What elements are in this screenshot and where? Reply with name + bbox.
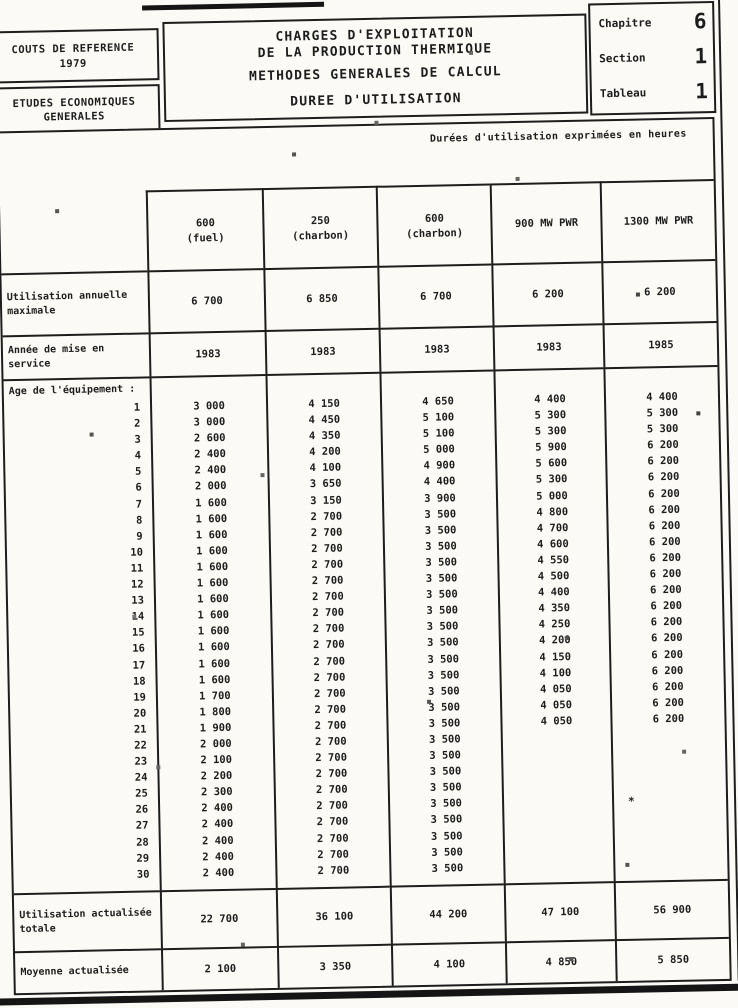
age-value: 2 700 [316, 815, 349, 829]
row-label-line: Moyenne actualisée [20, 964, 129, 979]
age-value: 1 600 [196, 560, 229, 574]
row-label-max-annual [1, 270, 148, 335]
age-value: 2 400 [202, 850, 235, 864]
age-value [615, 855, 727, 873]
age-value: 4 450 [308, 413, 341, 427]
age-column-600-fuel [149, 374, 275, 890]
age-value: 6 200 [649, 551, 682, 565]
age-number: 18 [132, 675, 146, 688]
age-value: 2 700 [314, 719, 347, 733]
age-value: 2 700 [310, 510, 343, 523]
age-value: 3 500 [425, 572, 458, 585]
age-value: 2 300 [200, 786, 233, 799]
age-value: 1 600 [195, 496, 227, 510]
age-number: 13 [131, 594, 145, 607]
age-value: 3 500 [429, 749, 462, 762]
age-value: 6 200 [648, 487, 680, 500]
age-column-1300-pwr [603, 365, 727, 881]
meta-row-chapitre [598, 11, 706, 33]
footnote-asterisk: * [627, 794, 635, 808]
age-value: 4 400 [423, 475, 456, 489]
row-label-line: maximale [7, 305, 56, 318]
page-subtitle: METHODES GENERALES DE CALCUL [248, 63, 502, 84]
mean-actualized-value: 4 850 [505, 939, 616, 983]
age-value-list [605, 367, 727, 873]
age-value: 6 200 [648, 535, 681, 549]
age-value: 3 500 [427, 668, 460, 682]
age-value: 6 200 [649, 567, 682, 581]
age-number: 19 [133, 691, 147, 704]
meta-row-section [599, 46, 707, 68]
page-title-line1: CHARGES D'EXPLOITATION [275, 25, 475, 45]
age-value: 2 700 [311, 558, 344, 572]
age-value: 4 650 [422, 395, 454, 408]
age-value: 4 350 [538, 602, 571, 615]
meta-row-tableau [600, 81, 708, 103]
col-header-line: 900 MW PWR [514, 216, 579, 231]
age-value: 1 600 [195, 512, 228, 526]
col-header-line: (fuel) [186, 231, 225, 245]
age-value: 1 600 [197, 609, 230, 622]
age-value: 3 000 [193, 415, 226, 429]
reference-box [0, 28, 160, 83]
section-label: Section [599, 50, 646, 65]
age-number: 29 [136, 852, 150, 865]
age-value: 2 700 [315, 751, 348, 765]
age-number: 30 [136, 868, 150, 881]
age-number: 12 [130, 578, 144, 591]
title-box [162, 14, 588, 122]
page-section-title: DUREE D'UTILISATION [290, 90, 462, 109]
age-value: 2 700 [312, 590, 344, 604]
age-value: 2 700 [317, 848, 350, 861]
age-value: 3 650 [309, 478, 342, 491]
tableau-value: 1 [694, 79, 709, 104]
age-value: 6 200 [651, 664, 684, 677]
col-header-line: 1300 MW PWR [623, 214, 694, 228]
age-value-list [495, 369, 613, 875]
age-value: 4 100 [539, 666, 572, 680]
units-note: Durées d'utilisation exprimées en heures [429, 128, 687, 145]
age-value: 4 350 [308, 429, 341, 443]
age-value: 4 100 [309, 461, 342, 475]
mean-actualized-value: 5 850 [615, 937, 730, 981]
col-header-line: 600 [424, 211, 444, 225]
age-value: 5 100 [422, 411, 455, 425]
age-value: 2 700 [312, 638, 345, 652]
age-value: 6 200 [649, 583, 682, 597]
age-number: 21 [133, 723, 147, 736]
age-value: 3 500 [427, 652, 460, 666]
age-value: 4 500 [537, 570, 570, 583]
col-header-900-pwr [490, 181, 602, 263]
age-value: 3 500 [428, 717, 461, 730]
age-value-list [267, 374, 389, 880]
age-value: 5 300 [535, 473, 568, 487]
scan-streak [142, 2, 324, 11]
age-value: 6 200 [647, 455, 680, 468]
age-value: 2 700 [312, 606, 345, 620]
age-value: 2 700 [314, 703, 347, 716]
age-value: 3 500 [425, 588, 458, 601]
page-title-line2: DE LA PRODUCTION THERMIQUE [257, 40, 493, 61]
age-value: 1 600 [198, 673, 231, 687]
age-value-list [152, 376, 276, 882]
age-value: 1 600 [196, 576, 229, 590]
age-value: 1 700 [198, 689, 231, 703]
col-header-line: (charbon) [292, 228, 350, 242]
age-number: 10 [130, 546, 144, 559]
age-value: 2 000 [194, 480, 227, 493]
age-value: 3 500 [424, 507, 457, 521]
age-value: 5 000 [536, 489, 568, 503]
service-year-value: 1983 [493, 323, 604, 369]
age-value: 4 150 [539, 650, 572, 664]
age-value: 3 500 [426, 636, 459, 650]
age-value: 6 200 [652, 712, 685, 726]
age-number: 11 [130, 562, 144, 575]
col-header-line: 600 [195, 216, 216, 229]
age-value: 2 700 [315, 767, 348, 781]
age-value: 5 300 [534, 425, 567, 438]
age-value: 3 500 [430, 829, 463, 843]
age-value: 3 500 [425, 556, 458, 569]
age-number: 26 [135, 803, 149, 817]
age-value: 4 050 [540, 714, 573, 728]
age-value: 2 700 [311, 542, 343, 556]
age-value: 3 500 [427, 684, 460, 698]
age-value: 4 600 [536, 537, 569, 551]
total-actualized-value: 44 200 [390, 883, 505, 943]
max-annual-value: 6 200 [491, 261, 602, 325]
row-label-line: totale [19, 923, 56, 936]
service-year-value: 1983 [265, 328, 380, 374]
age-value: 6 200 [651, 648, 684, 661]
mean-actualized-value: 4 100 [391, 941, 506, 985]
age-number: 23 [134, 755, 148, 768]
col-header-line: (charbon) [406, 226, 464, 240]
age-number: 3 [134, 433, 141, 446]
age-value: 6 200 [650, 599, 683, 613]
age-value: 1 900 [199, 721, 232, 735]
age-value: 3 500 [429, 765, 462, 778]
age-value: 3 000 [193, 399, 225, 413]
age-value: 4 250 [538, 618, 571, 631]
service-year-value: 1983 [379, 325, 494, 371]
row-label-total-actualized [14, 890, 161, 951]
max-annual-value: 6 200 [601, 259, 716, 323]
age-value: 1 600 [197, 592, 229, 606]
age-value: 4 050 [539, 682, 572, 696]
service-year-value: 1985 [603, 321, 718, 367]
reference-title: COUTS DE REFERENCE [11, 41, 135, 56]
age-number: 5 [134, 465, 142, 479]
row-label-mean-actualized [15, 948, 162, 993]
utilisation-table-region [0, 117, 732, 995]
age-value: 6 200 [650, 632, 683, 645]
age-value: 4 400 [646, 390, 678, 404]
tableau-label: Tableau [599, 85, 647, 100]
age-value: 4 200 [538, 634, 571, 648]
age-value: 4 900 [423, 459, 456, 473]
age-number: 2 [133, 417, 141, 430]
age-value: 3 500 [428, 700, 461, 714]
age-value: 4 400 [537, 586, 570, 599]
age-value: 6 200 [648, 519, 681, 533]
age-value [505, 857, 613, 875]
age-value: 3 500 [424, 524, 457, 537]
age-number: 6 [135, 482, 142, 495]
age-number: 20 [133, 707, 147, 720]
age-value: 3 500 [430, 813, 463, 827]
col-header-250-charbon [262, 186, 378, 268]
age-value: 2 700 [313, 687, 346, 700]
row-label-service-year [3, 332, 150, 379]
total-actualized-value: 22 700 [160, 888, 277, 948]
row-label-line: Année de mise en service [7, 343, 105, 371]
age-column-600-charbon [379, 369, 503, 885]
age-value: 3 500 [426, 620, 459, 634]
row-label-line: Utilisation actualisée [19, 907, 152, 922]
age-number: 25 [135, 787, 148, 801]
age-value: 2 000 [199, 737, 232, 751]
age-value: 2 700 [310, 526, 343, 539]
age-value: 2 600 [193, 432, 226, 445]
age-value: 6 200 [647, 439, 679, 452]
age-value: 3 500 [429, 781, 462, 795]
age-value-list [381, 371, 503, 877]
age-value: 5 100 [422, 427, 455, 441]
mean-actualized-value: 3 350 [277, 944, 392, 988]
age-value: 2 700 [313, 671, 346, 684]
age-value: 6 200 [652, 696, 685, 710]
service-year-value: 1983 [149, 330, 266, 376]
age-value: 4 800 [536, 505, 569, 519]
age-value: 5 000 [423, 443, 455, 457]
age-block-heading: Age de l'équipement : [8, 383, 136, 398]
total-actualized-value: 36 100 [276, 886, 391, 946]
age-value: 2 700 [314, 735, 347, 749]
total-actualized-value: 56 900 [614, 879, 729, 939]
age-value: 2 700 [313, 655, 346, 668]
age-number: 8 [135, 514, 143, 527]
col-header-600-charbon [376, 184, 492, 266]
age-value: 1 600 [196, 544, 228, 558]
age-value: 3 150 [310, 494, 342, 507]
age-value: 2 100 [200, 753, 233, 767]
age-value: 4 550 [537, 553, 570, 567]
age-number: 27 [135, 819, 149, 833]
utilisation-table [0, 179, 730, 993]
age-value: 2 700 [312, 622, 345, 636]
age-value: 1 600 [198, 641, 230, 654]
age-number: 22 [134, 739, 148, 752]
age-column-250-charbon [265, 372, 389, 888]
age-value: 4 200 [309, 445, 341, 459]
age-value: 2 700 [315, 783, 348, 797]
age-number: 9 [136, 530, 143, 543]
header-spacer-cell [0, 190, 147, 273]
age-value: 3 500 [426, 604, 459, 618]
total-actualized-value: 47 100 [504, 881, 615, 941]
age-number: 16 [132, 642, 146, 656]
age-number-list [4, 378, 160, 885]
age-value: 6 200 [647, 471, 680, 484]
age-value: 4 400 [534, 393, 566, 406]
age-value: 2 700 [316, 832, 349, 845]
chapitre-value: 6 [693, 9, 707, 34]
age-number: 14 [131, 610, 145, 624]
age-value: 1 600 [195, 528, 228, 542]
age-value: 2 400 [201, 802, 234, 815]
age-value: 5 300 [646, 422, 679, 436]
age-value: 2 400 [201, 834, 234, 847]
age-block-label-cell [4, 376, 160, 893]
col-header-line: 250 [310, 214, 330, 227]
age-value: 1 600 [198, 657, 231, 670]
max-annual-value: 6 850 [263, 266, 378, 330]
age-number: 7 [135, 498, 143, 511]
age-value: 2 400 [194, 464, 227, 477]
age-value: 5 900 [535, 441, 567, 454]
mean-actualized-value: 2 100 [161, 946, 278, 990]
col-header-1300-pwr [600, 179, 716, 261]
age-number: 4 [134, 449, 142, 462]
age-value: 2 200 [200, 769, 233, 783]
department-line1: ETUDES ECONOMIQUES [12, 95, 136, 111]
age-number: 28 [136, 836, 149, 849]
age-number: 1 [133, 401, 141, 414]
section-value: 1 [694, 44, 708, 69]
age-value: 2 700 [311, 574, 344, 588]
age-value: 2 700 [316, 799, 349, 813]
age-value: 3 500 [430, 797, 463, 811]
meta-box [588, 1, 716, 116]
row-label-line: Utilisation annuelle [6, 289, 128, 304]
max-annual-value: 6 700 [147, 268, 264, 332]
age-value: 2 400 [201, 818, 234, 831]
age-value: 2 400 [194, 448, 226, 461]
age-number: 17 [132, 659, 146, 672]
age-number: 15 [131, 626, 145, 640]
reference-year: 1979 [59, 57, 87, 70]
age-value: 3 500 [425, 540, 457, 553]
age-value: 5 600 [535, 457, 568, 471]
age-value: 3 900 [424, 491, 456, 505]
col-header-600-fuel [146, 188, 264, 270]
department-line2: GENERALES [43, 110, 106, 124]
age-value: 1 800 [199, 705, 232, 719]
age-value: 5 300 [534, 409, 567, 422]
age-value: 6 200 [651, 680, 684, 694]
age-value: 6 200 [648, 503, 681, 517]
age-value: 2 400 [202, 866, 235, 880]
age-column-900-pwr [493, 367, 613, 883]
max-annual-value: 6 700 [377, 263, 492, 327]
age-value: 3 500 [428, 733, 461, 746]
age-value: 6 200 [650, 616, 683, 629]
age-value: 4 700 [536, 521, 569, 535]
age-value: 5 300 [646, 406, 679, 420]
age-value: 1 600 [197, 625, 230, 638]
chapitre-label: Chapitre [598, 15, 652, 30]
age-value: 4 050 [540, 698, 573, 712]
age-value: 3 500 [431, 845, 463, 859]
age-number: 24 [134, 771, 148, 784]
age-value: 2 700 [317, 864, 350, 877]
age-value: 3 500 [431, 861, 464, 875]
age-value: 4 150 [308, 397, 340, 411]
